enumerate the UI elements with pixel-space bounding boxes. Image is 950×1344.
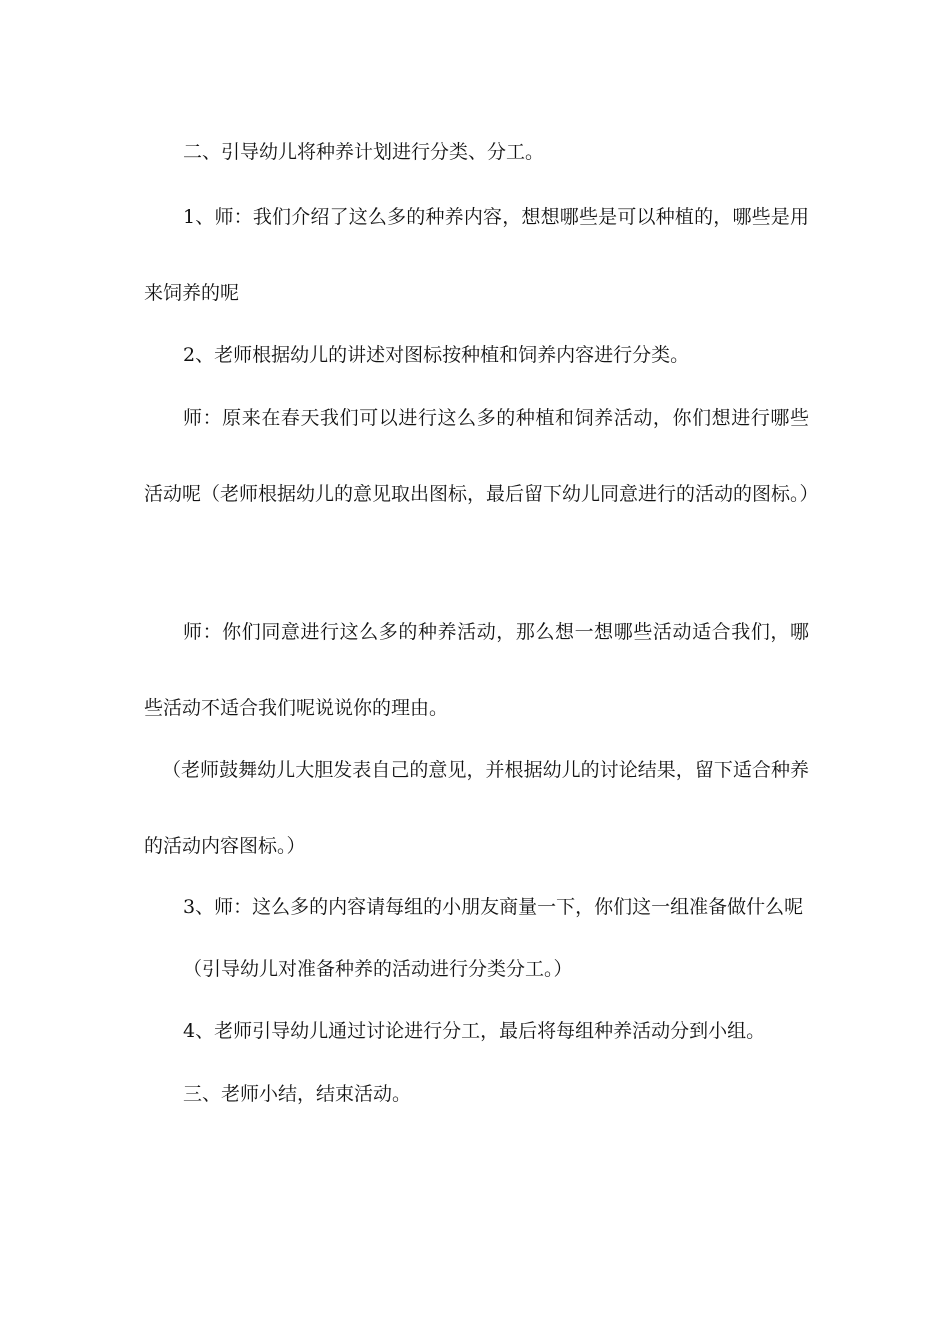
paragraph-step-1: 1、师：我们介绍了这么多的种养内容，想想哪些是可以种植的，哪些是用来饲养的呢 (144, 206, 809, 304)
paragraph-teacher-note: （老师鼓舞幼儿大胆发表自己的意见，并根据幼儿的讨论结果，留下适合种养的活动内容图标。） (144, 759, 809, 857)
section-heading-three: 三、老师小结，结束活动。 (183, 1083, 412, 1105)
paragraph-step-3-note: （引导幼儿对准备种养的活动进行分类分工。） (183, 958, 573, 980)
paragraph-step-4: 4、老师引导幼儿通过讨论进行分工，最后将每组种养活动分到小组。 (183, 1020, 766, 1042)
paragraph-teacher-question: 师：原来在春天我们可以进行这么多的种植和饲养活动，你们想进行哪些活动呢（老师根据幼儿的意见取出图标，最后留下幼儿同意进行的活动的图标。） (144, 407, 819, 505)
paragraph-teacher-discussion: 师：你们同意进行这么多的种养活动，那么想一想哪些活动适合我们，哪些活动不适合我们呢说说你的理由。 (144, 621, 809, 719)
section-heading-two: 二、引导幼儿将种养计划进行分类、分工。 (183, 141, 545, 163)
paragraph-step-2: 2、老师根据幼儿的讲述对图标按种植和饲养内容进行分类。 (183, 344, 690, 366)
paragraph-step-3: 3、师：这么多的内容请每组的小朋友商量一下，你们这一组准备做什么呢 (183, 896, 804, 918)
